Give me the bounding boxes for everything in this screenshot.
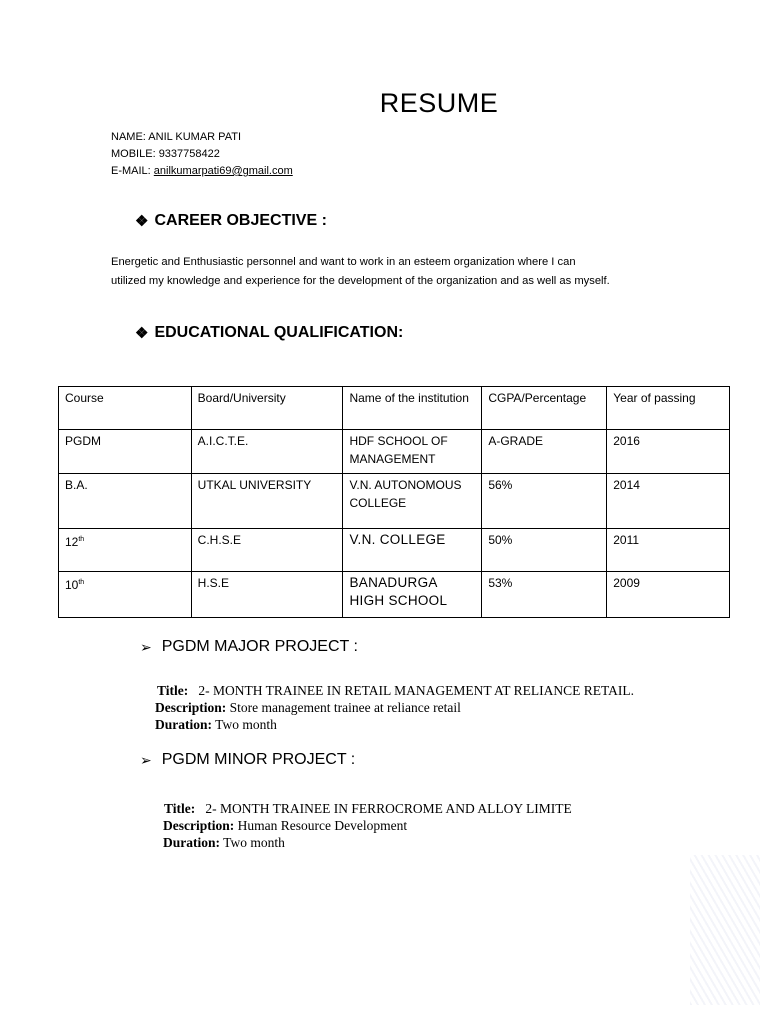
minor-description-label: Description: xyxy=(163,818,235,833)
minor-title-value: 2- MONTH TRAINEE IN FERROCROME AND ALLOY LIMITE xyxy=(205,801,572,816)
cell-institution: BANADURGA HIGH SCHOOL xyxy=(343,572,482,618)
career-heading-text: CAREER OBJECTIVE : xyxy=(154,212,327,229)
minor-heading-text: PGDM MINOR PROJECT : xyxy=(161,751,356,768)
major-duration-value: Two month xyxy=(215,717,277,732)
mobile-value: 9337758422 xyxy=(158,148,220,160)
cell-institution: V.N. COLLEGE xyxy=(343,529,482,572)
major-project-details xyxy=(155,682,634,733)
table-row xyxy=(59,430,730,474)
cell-board: UTKAL UNIVERSITY xyxy=(191,474,343,529)
table-row xyxy=(59,572,730,618)
major-description-label: Description: xyxy=(155,700,227,715)
diamond-bullet-icon: ❖ xyxy=(135,325,149,342)
cell-year: 2016 xyxy=(607,430,730,474)
major-description-line xyxy=(155,699,634,716)
cell-course: 10th xyxy=(59,572,192,618)
cell-score: 53% xyxy=(482,572,607,618)
contact-mobile xyxy=(111,146,293,163)
header-year: Year of passing xyxy=(607,387,730,430)
name-label: NAME: xyxy=(111,131,146,143)
header-score: CGPA/Percentage xyxy=(482,387,607,430)
major-description-value: Store management trainee at reliance retail xyxy=(229,700,461,715)
major-heading-text: PGDM MAJOR PROJECT : xyxy=(161,638,358,655)
contact-block xyxy=(111,129,293,180)
major-title-label: Title: xyxy=(157,683,189,698)
cell-year: 2014 xyxy=(607,474,730,529)
major-title-line xyxy=(155,682,634,699)
cell-board: A.I.C.T.E. xyxy=(191,430,343,474)
cell-board: C.H.S.E xyxy=(191,529,343,572)
header-institution: Name of the institution xyxy=(343,387,482,430)
cell-course: 12th xyxy=(59,529,192,572)
table-header-row xyxy=(59,387,730,430)
email-label: E-MAIL: xyxy=(111,165,151,177)
career-objective-text xyxy=(111,253,711,291)
table-row xyxy=(59,529,730,572)
cell-board: H.S.E xyxy=(191,572,343,618)
cell-year: 2009 xyxy=(607,572,730,618)
minor-duration-value: Two month xyxy=(223,835,285,850)
major-title-value: 2- MONTH TRAINEE IN RETAIL MANAGEMENT AT RELIANCE RETAIL. xyxy=(198,683,635,698)
cell-score: 50% xyxy=(482,529,607,572)
header-course: Course xyxy=(59,387,192,430)
header-board: Board/University xyxy=(191,387,343,430)
cell-course: B.A. xyxy=(59,474,192,529)
minor-title-label: Title: xyxy=(164,801,196,816)
education-heading xyxy=(135,324,403,342)
cell-institution: HDF SCHOOL OF MANAGEMENT xyxy=(343,430,482,474)
minor-description-value: Human Resource Development xyxy=(237,818,408,833)
major-duration-label: Duration: xyxy=(155,717,212,732)
career-line-2: utilized my knowledge and experience for the development of the organization and as well as myself. xyxy=(111,275,610,287)
page-title: RESUME xyxy=(379,88,499,118)
major-duration-line xyxy=(155,716,634,733)
minor-description-line xyxy=(163,817,572,834)
name-value: ANIL KUMAR PATI xyxy=(148,131,241,143)
diamond-bullet-icon: ❖ xyxy=(135,213,149,230)
career-line-1: Energetic and Enthusiastic personnel and want to work in an esteem organization where I can xyxy=(111,256,576,268)
contact-name xyxy=(111,129,293,146)
minor-title-line xyxy=(163,800,572,817)
cell-score: A-GRADE xyxy=(482,430,607,474)
minor-project-details xyxy=(163,800,572,851)
cell-score: 56% xyxy=(482,474,607,529)
scan-smudge xyxy=(690,855,760,1005)
mobile-label: MOBILE: xyxy=(111,148,156,160)
cell-year: 2011 xyxy=(607,529,730,572)
cell-institution: V.N. AUTONOMOUS COLLEGE xyxy=(343,474,482,529)
contact-email xyxy=(111,163,293,180)
major-project-heading xyxy=(140,638,358,656)
cell-course: PGDM xyxy=(59,430,192,474)
education-table xyxy=(58,386,730,618)
minor-duration-label: Duration: xyxy=(163,835,220,850)
minor-duration-line xyxy=(163,834,572,851)
arrow-bullet-icon: ➢ xyxy=(140,751,152,768)
email-link[interactable]: anilkumarpati69@gmail.com xyxy=(153,165,293,177)
minor-project-heading xyxy=(140,751,355,769)
arrow-bullet-icon: ➢ xyxy=(140,638,152,655)
education-heading-text: EDUCATIONAL QUALIFICATION: xyxy=(154,324,404,341)
table-row xyxy=(59,474,730,529)
career-objective-heading xyxy=(135,212,327,230)
